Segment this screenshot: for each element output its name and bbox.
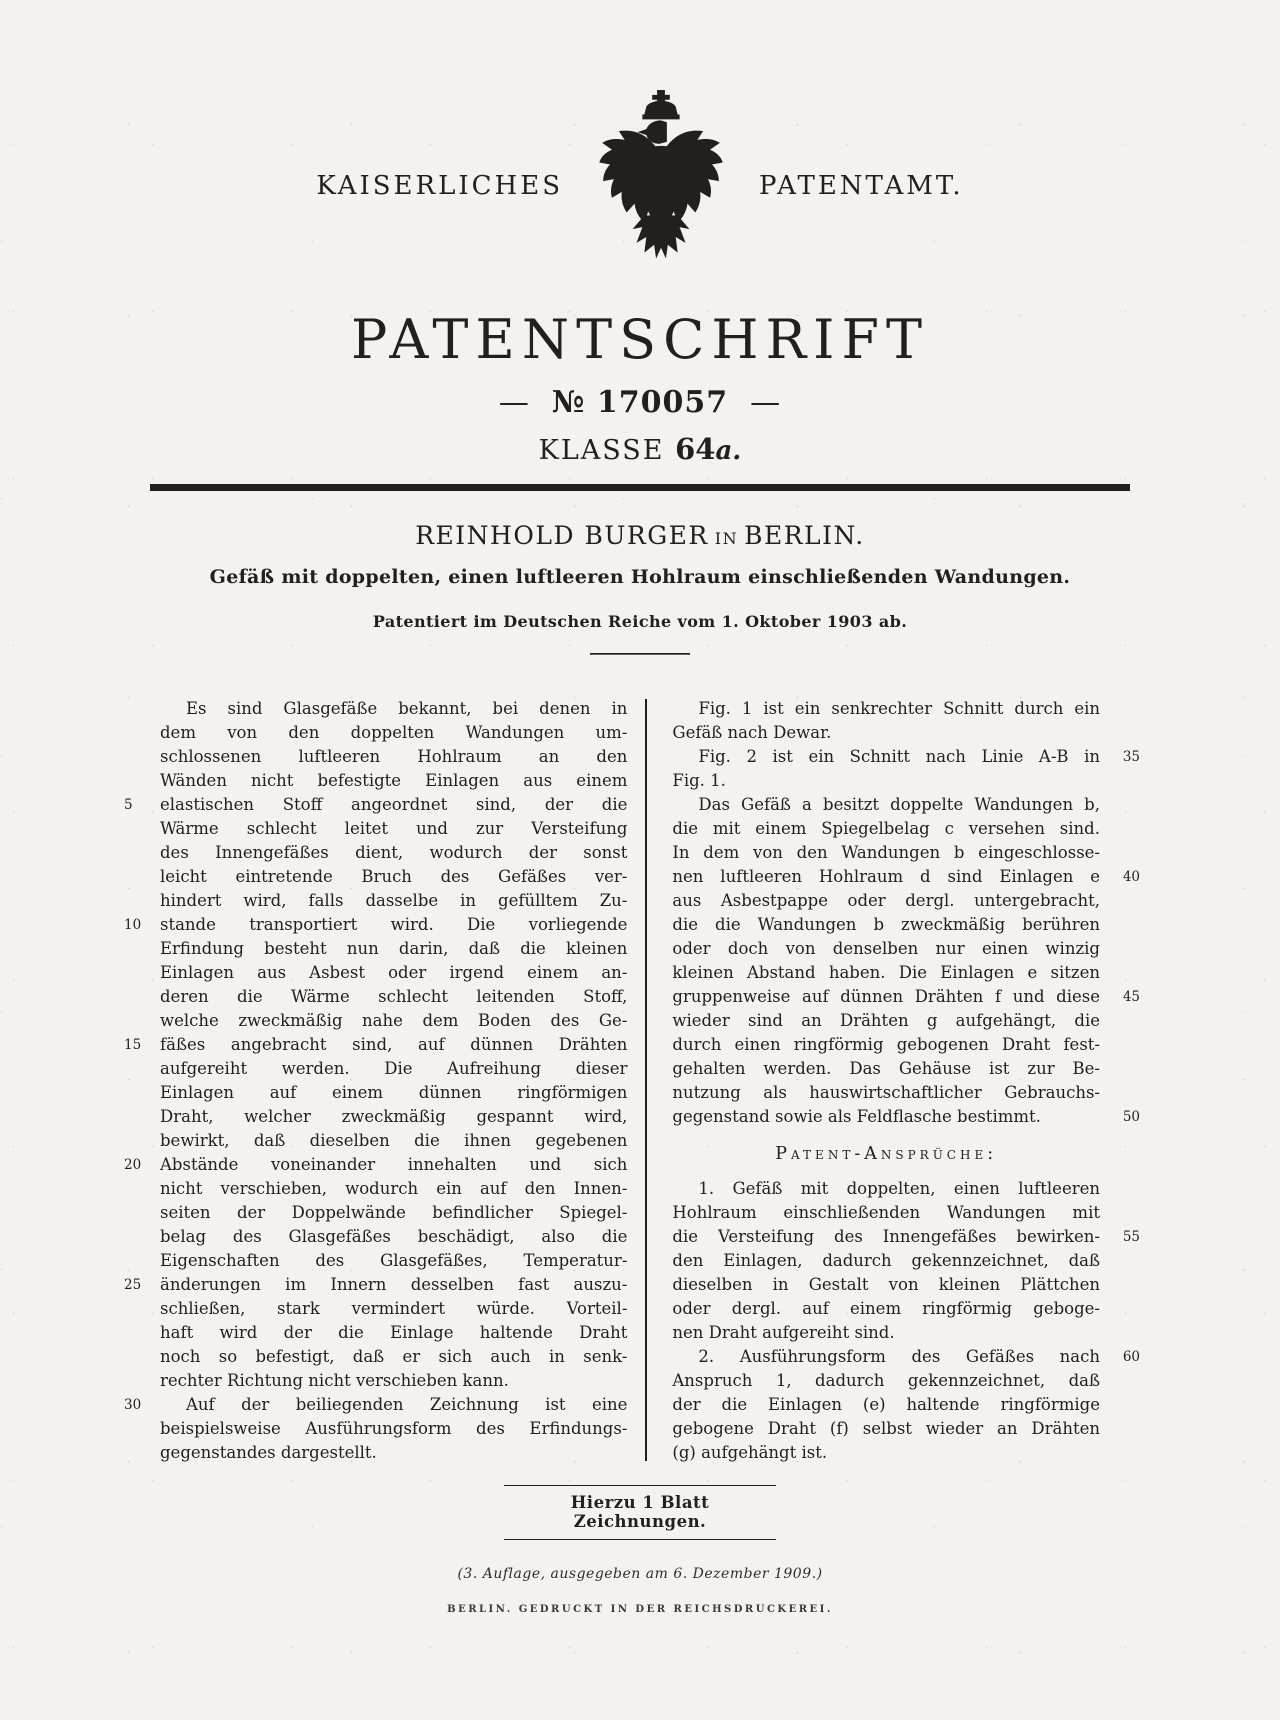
text-line-content: nen luftleeren Hohlraum d sind Einlagen e: [672, 867, 1100, 886]
text-line-content: Erfindung besteht nun darin, daß die kleinen: [160, 939, 628, 958]
margin-line-number: 10: [124, 917, 142, 933]
text-line-content: Fig. 1.: [672, 771, 726, 790]
text-line-content: die Versteifung des Innengefäßes bewirken-: [672, 1227, 1100, 1246]
text-line-content: kleinen Abstand haben. Die Einlagen e sitzen: [672, 963, 1100, 982]
text-line: [160, 1177, 627, 1201]
text-line-content: Wänden nicht befestigte Einlagen aus einem: [160, 771, 628, 790]
text-line: [672, 889, 1100, 913]
dash-left: —: [498, 385, 530, 420]
margin-line-number: 35: [1122, 749, 1140, 765]
text-line: [160, 1201, 627, 1225]
margin-line-number: 40: [1122, 869, 1140, 885]
text-line: [672, 985, 1140, 1009]
text-line: [160, 817, 627, 841]
text-line: [160, 769, 627, 793]
text-line: [124, 1273, 628, 1297]
text-line-content: beispielsweise Ausführungsform des Erfindungs-: [160, 1419, 628, 1438]
text-line-content: seiten der Doppelwände befindlicher Spiegel-: [160, 1203, 628, 1222]
masthead: [150, 88, 1130, 284]
text-line-content: Abstände voneinander innehalten und sich: [160, 1155, 628, 1174]
text-line: [672, 937, 1100, 961]
edition-note: (3. Auflage, ausgegeben am 6. Dezember 1909.): [457, 1566, 823, 1582]
text-line: [124, 793, 628, 817]
text-line: [672, 1417, 1100, 1441]
claims-heading: Patent-Ansprüche:: [775, 1144, 998, 1164]
text-line-content: aufgereiht werden. Die Aufreihung dieser: [160, 1059, 628, 1078]
text-line: [672, 1009, 1100, 1033]
text-line: [160, 889, 627, 913]
text-line-content: Anspruch 1, dadurch gekennzeichnet, daß: [672, 1371, 1100, 1390]
text-line: [124, 1153, 628, 1177]
invention-title: Gefäß mit doppelten, einen luftleeren Hohlraum einschließenden Wandungen.: [209, 566, 1071, 588]
text-line: [160, 841, 627, 865]
text-line-content: Fig. 2 ist ein Schnitt nach Linie A-B in: [698, 747, 1100, 766]
text-line-content: den Einlagen, dadurch gekennzeichnet, daß: [672, 1251, 1100, 1270]
text-line-content: die die Wandungen b zweckmäßig berühren: [672, 915, 1100, 934]
drawings-note: Hierzu 1 Blatt Zeichnungen.: [504, 1485, 776, 1540]
text-line: [124, 1393, 628, 1417]
text-line-content: gruppenweise auf dünnen Drähten f und diese: [672, 987, 1100, 1006]
text-line: [160, 961, 627, 985]
text-line: [160, 1369, 627, 1393]
text-line: [160, 985, 627, 1009]
text-line-content: schließen, stark vermindert würde. Vorteil-: [160, 1299, 628, 1318]
text-line-content: dieselben in Gestalt von kleinen Plättchen: [672, 1275, 1100, 1294]
separator-rule: [150, 484, 1130, 491]
right-column: [672, 697, 1140, 1465]
margin-line-number: 45: [1122, 989, 1140, 1005]
inventor-line: [150, 521, 1130, 550]
text-line-content: schlossenen luftleeren Hohlraum an den: [160, 747, 628, 766]
text-line-content: deren die Wärme schlecht leitenden Stoff,: [160, 987, 628, 1006]
text-line-content: haft wird der die Einlage haltende Draht: [160, 1323, 628, 1342]
text-line-content: dem von den doppelten Wandungen um-: [160, 723, 628, 742]
text-line: [124, 1033, 628, 1057]
right-column-claims: [672, 1177, 1140, 1465]
text-line: [672, 1081, 1100, 1105]
dash-right: —: [750, 385, 782, 420]
text-line: [672, 1105, 1140, 1129]
text-line: [672, 1321, 1100, 1345]
left-column: [124, 697, 628, 1465]
margin-line-number: 20: [124, 1157, 142, 1173]
text-line: [672, 1033, 1100, 1057]
text-line: [672, 841, 1100, 865]
text-line: [672, 1177, 1100, 1201]
patent-number: № 170057: [551, 385, 729, 420]
text-line-content: gebogene Draht (f) selbst wieder an Drähten: [672, 1419, 1100, 1438]
text-line: [160, 1105, 627, 1129]
margin-line-number: 50: [1122, 1109, 1140, 1125]
text-line-content: Wärme schlecht leitet und zur Versteifung: [160, 819, 628, 838]
footer: [0, 1485, 1280, 1615]
margin-line-number: 5: [124, 797, 133, 813]
imperial-eagle-icon: [597, 88, 725, 284]
text-line: [160, 1009, 627, 1033]
text-line-content: gehalten werden. Das Gehäuse ist zur Be-: [672, 1059, 1100, 1078]
text-line-content: Hohlraum einschließenden Wandungen mit: [672, 1203, 1100, 1222]
text-line-content: nicht verschieben, wodurch ein auf den Innen-: [160, 1179, 628, 1198]
text-line-content: Eigenschaften des Glasgefäßes, Temperatur-: [160, 1251, 628, 1270]
text-line: [124, 913, 628, 937]
column-divider: [645, 699, 647, 1461]
text-line: [672, 1273, 1100, 1297]
text-line-content: stande transportiert wird. Die vorliegende: [160, 915, 628, 934]
text-line-content: noch so befestigt, daß er sich auch in senk-: [160, 1347, 628, 1366]
text-line-content: Einlagen auf einem dünnen ringförmigen: [160, 1083, 628, 1102]
text-line: [672, 1057, 1100, 1081]
text-line-content: oder dergl. auf einem ringförmig geboge-: [672, 1299, 1100, 1318]
printer-note: BERLIN. GEDRUCKT IN DER REICHSDRUCKEREI.: [447, 1604, 833, 1615]
text-line: [672, 721, 1100, 745]
class-line: [150, 432, 1130, 466]
text-line: [672, 865, 1140, 889]
text-line: [672, 1393, 1100, 1417]
text-line-content: Fig. 1 ist ein senkrechter Schnitt durch ein: [698, 699, 1100, 718]
margin-line-number: 55: [1122, 1229, 1140, 1245]
text-line: [672, 697, 1100, 721]
text-line-content: welche zweckmäßig nahe dem Boden des Ge-: [160, 1011, 628, 1030]
text-line: [160, 1441, 627, 1465]
text-line: [160, 1081, 627, 1105]
text-line-content: Gefäß nach Dewar.: [672, 723, 832, 742]
text-line-content: belag des Glasgefäßes beschädigt, also die: [160, 1227, 628, 1246]
masthead-right-text: PATENTAMT.: [759, 171, 964, 201]
text-line: [672, 1201, 1100, 1225]
text-line: [672, 1249, 1100, 1273]
margin-line-number: 25: [124, 1277, 142, 1293]
text-line-content: die mit einem Spiegelbelag c versehen sind.: [672, 819, 1100, 838]
text-line-content: durch einen ringförmig gebogenen Draht fest-: [672, 1035, 1100, 1054]
text-line: [160, 1249, 627, 1273]
margin-line-number: 60: [1122, 1349, 1140, 1365]
text-line: [160, 937, 627, 961]
text-line: [672, 1345, 1140, 1369]
text-line-content: des Innengefäßes dient, wodurch der sonst: [160, 843, 628, 862]
document-title: PATENTSCHRIFT: [350, 308, 929, 371]
text-line: [672, 1225, 1140, 1249]
text-line: [160, 721, 627, 745]
text-line: [160, 745, 627, 769]
text-line-content: gegenstandes dargestellt.: [160, 1443, 377, 1462]
text-line-content: rechter Richtung nicht verschieben kann.: [160, 1371, 509, 1390]
text-line: [672, 1369, 1100, 1393]
text-line-content: bewirkt, daß dieselben die ihnen gegebenen: [160, 1131, 628, 1150]
text-columns: [124, 697, 1140, 1465]
text-line-content: der die Einlagen (e) haltende ringförmige: [672, 1395, 1100, 1414]
text-line: [160, 865, 627, 889]
class-number: 64: [675, 432, 716, 466]
text-line-content: Auf der beiliegenden Zeichnung ist eine: [186, 1395, 628, 1414]
text-line-content: nen Draht aufgereiht sind.: [672, 1323, 895, 1342]
section-rule: [590, 653, 690, 655]
right-column-intro: [672, 697, 1140, 1129]
text-line: [672, 1297, 1100, 1321]
text-line-content: Draht, welcher zweckmäßig gespannt wird,: [160, 1107, 628, 1126]
text-line-content: änderungen im Innern desselben fast auszu-: [160, 1275, 628, 1294]
text-line: [672, 817, 1100, 841]
text-line-content: oder doch von denselben nur einen winzig: [672, 939, 1100, 958]
text-line: [160, 1345, 627, 1369]
text-line-content: Einlagen aus Asbest oder irgend einem an-: [160, 963, 628, 982]
text-line: [160, 1057, 627, 1081]
patent-date-line: Patentiert im Deutschen Reiche vom 1. Oktober 1903 ab.: [372, 612, 908, 631]
text-line: [672, 961, 1100, 985]
text-line: [160, 1297, 627, 1321]
text-line-content: elastischen Stoff angeordnet sind, der die: [160, 795, 628, 814]
text-line: [160, 1321, 627, 1345]
masthead-left-text: KAISERLICHES: [316, 171, 564, 201]
class-label: KLASSE: [538, 435, 665, 466]
text-line-content: wieder sind an Drähten g aufgehängt, die: [672, 1011, 1100, 1030]
text-line-content: fäßes angebracht sind, auf dünnen Drähten: [160, 1035, 628, 1054]
inventor-name: REINHOLD BURGER: [415, 521, 709, 550]
margin-line-number: 15: [124, 1037, 142, 1053]
text-line: [672, 793, 1100, 817]
text-line-content: 1. Gefäß mit doppelten, einen luftleeren: [698, 1179, 1100, 1198]
text-line-content: In dem von den Wandungen b eingeschlosse-: [672, 843, 1100, 862]
class-letter: a.: [715, 436, 742, 466]
text-line: [160, 1129, 627, 1153]
text-line: [160, 1417, 627, 1441]
text-line-content: aus Asbestpappe oder dergl. untergebracht,: [672, 891, 1100, 910]
text-line-content: 2. Ausführungsform des Gefäßes nach: [698, 1347, 1100, 1366]
patent-number-line: [150, 385, 1130, 420]
text-line-content: hindert wird, falls dasselbe in gefülltem Zu-: [160, 891, 628, 910]
text-line-content: Es sind Glasgefäße bekannt, bei denen in: [186, 699, 628, 718]
text-line: [160, 1225, 627, 1249]
text-line-content: gegenstand sowie als Feldflasche bestimmt.: [672, 1107, 1041, 1126]
text-line: [672, 769, 1100, 793]
text-line: [672, 1441, 1100, 1465]
text-line: [160, 697, 627, 721]
text-line-content: nutzung als hauswirtschaftlicher Gebrauchs-: [672, 1083, 1100, 1102]
inventor-connector: in: [714, 524, 739, 550]
text-line: [672, 745, 1140, 769]
margin-line-number: 30: [124, 1397, 142, 1413]
inventor-place: BERLIN.: [744, 521, 865, 550]
text-line-content: (g) aufgehängt ist.: [672, 1443, 828, 1462]
text-line: [672, 913, 1100, 937]
text-line-content: Das Gefäß a besitzt doppelte Wandungen b,: [698, 795, 1100, 814]
text-line-content: leicht eintretende Bruch des Gefäßes ver-: [160, 867, 628, 886]
